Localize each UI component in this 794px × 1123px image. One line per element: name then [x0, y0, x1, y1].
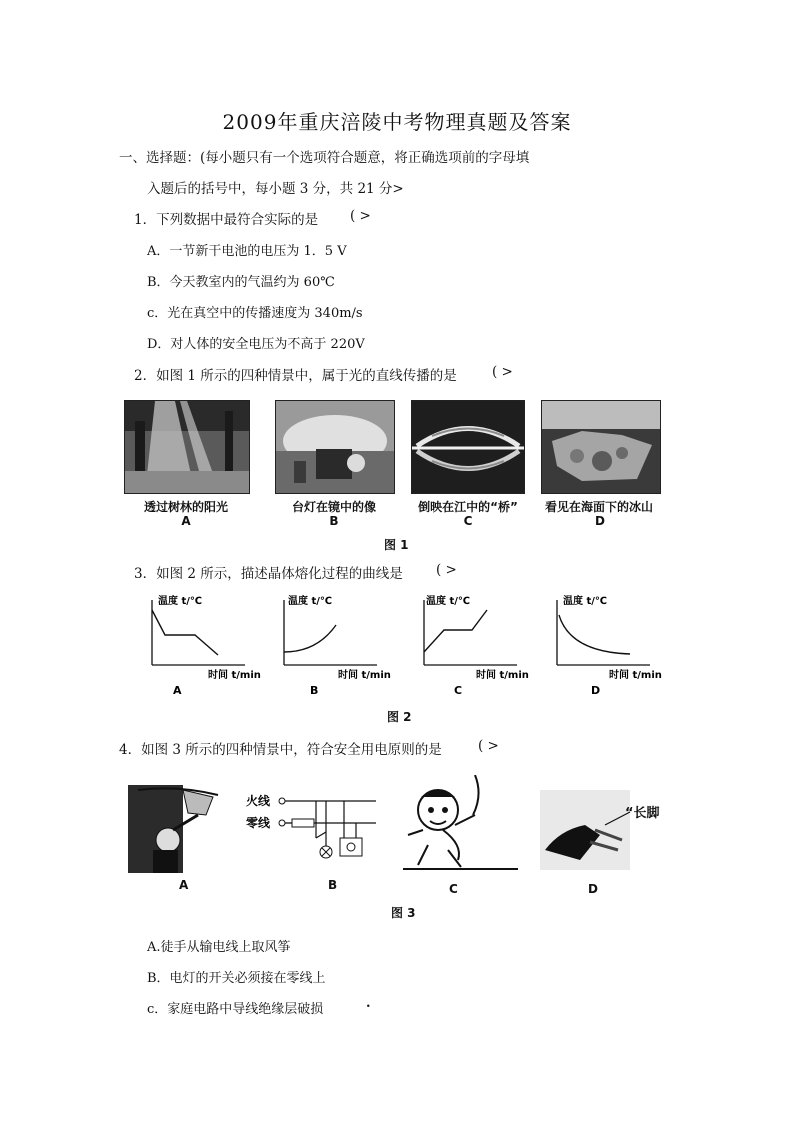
- long-pin-label: “长脚: [625, 806, 660, 821]
- q4-stem: 4．如图 3 所示的四种情景中，符合安全用电原则的是: [119, 742, 442, 758]
- graph-c-xlabel: 时间 t/min: [476, 670, 529, 681]
- photo-forest-sunlight: [124, 400, 250, 494]
- fig1-letter-a: A: [181, 514, 191, 528]
- fig1-label: 图 1: [384, 538, 409, 552]
- fig3-letter-b: B: [328, 878, 338, 892]
- fig1-caption-c: 倒映在江中的“桥”: [418, 500, 518, 514]
- section-heading-line2: 入题后的括号中，每小题 3 分，共 21 分>: [147, 181, 404, 197]
- q1-option-b: B．今天教室内的气温约为 60℃: [147, 275, 335, 290]
- q2-stem: 2．如图 1 所示的四种情景中，属于光的直线传播的是: [134, 368, 457, 384]
- page-title: 2009年重庆涪陵中考物理真题及答案: [222, 110, 572, 134]
- photo-iceberg: [541, 400, 661, 494]
- q1-option-a: A．一节新干电池的电压为 1．5 V: [147, 244, 347, 259]
- graph-b-xlabel: 时间 t/min: [338, 670, 391, 681]
- graph-b-ylabel: 温度 t/℃: [288, 596, 333, 607]
- graph-a: [140, 590, 265, 700]
- graph-d: [545, 590, 670, 700]
- q4-bracket: ( >: [478, 738, 499, 754]
- photo-cartoon-shock: [403, 775, 518, 873]
- graph-c: [412, 590, 537, 700]
- graph-b-letter: B: [310, 684, 319, 697]
- live-wire-label: 火线: [246, 794, 271, 808]
- graph-d-letter: D: [591, 684, 601, 697]
- fig1-letter-c: C: [463, 514, 473, 528]
- graph-d-xlabel: 时间 t/min: [609, 670, 662, 681]
- graph-d-ylabel: 温度 t/℃: [563, 596, 608, 607]
- q3-bracket: ( >: [436, 562, 457, 578]
- fig3-letter-a: A: [179, 878, 189, 892]
- graph-b: [272, 590, 397, 700]
- fig1-caption-b: 台灯在镜中的像: [291, 500, 376, 514]
- q1-option-c: c．光在真空中的传播速度为 340m/s: [147, 306, 363, 321]
- graph-c-letter: C: [454, 684, 463, 697]
- fig3-label: 图 3: [391, 906, 416, 920]
- graph-a-xlabel: 时间 t/min: [208, 670, 261, 681]
- section-heading-line1: 一、选择题：(每小题只有一个选项符合题意，将正确选项前的字母填: [119, 150, 530, 166]
- fig1-letter-d: D: [595, 514, 605, 528]
- q1-bracket: ( >: [350, 208, 371, 224]
- photo-kite-on-wire: [128, 785, 223, 873]
- fig2-label: 图 2: [387, 710, 412, 724]
- graph-a-ylabel: 温度 t/℃: [158, 596, 203, 607]
- photo-lamp-mirror: [275, 400, 395, 494]
- fig3-letter-c: C: [449, 882, 458, 896]
- q4-option-a: A.徒手从输电线上取风筝: [147, 940, 291, 955]
- fig1-letter-b: B: [329, 514, 339, 528]
- fig1-caption-a: 透过树林的阳光: [143, 500, 228, 514]
- photo-bridge-reflection: [411, 400, 525, 494]
- fig1-caption-d: 看见在海面下的冰山: [544, 500, 653, 514]
- graph-a-letter: A: [173, 684, 182, 697]
- q4-option-c: c．家庭电路中导线绝缘层破损: [147, 1002, 324, 1017]
- q1-stem: 1．下列数据中最符合实际的是: [134, 212, 319, 228]
- q4-option-b: B．电灯的开关必须接在零线上: [147, 971, 326, 986]
- q2-bracket: ( >: [492, 364, 513, 380]
- q1-option-d: D．对人体的安全电压为不高于 220V: [147, 337, 365, 352]
- q3-stem: 3．如图 2 所示，描述晶体熔化过程的曲线是: [134, 566, 403, 582]
- neutral-wire-label: 零线: [246, 816, 271, 830]
- q4-trailing-mark: .: [366, 996, 371, 1011]
- fig3-letter-d: D: [588, 882, 598, 896]
- graph-c-ylabel: 温度 t/℃: [426, 596, 471, 607]
- circuit-diagram: [244, 788, 384, 878]
